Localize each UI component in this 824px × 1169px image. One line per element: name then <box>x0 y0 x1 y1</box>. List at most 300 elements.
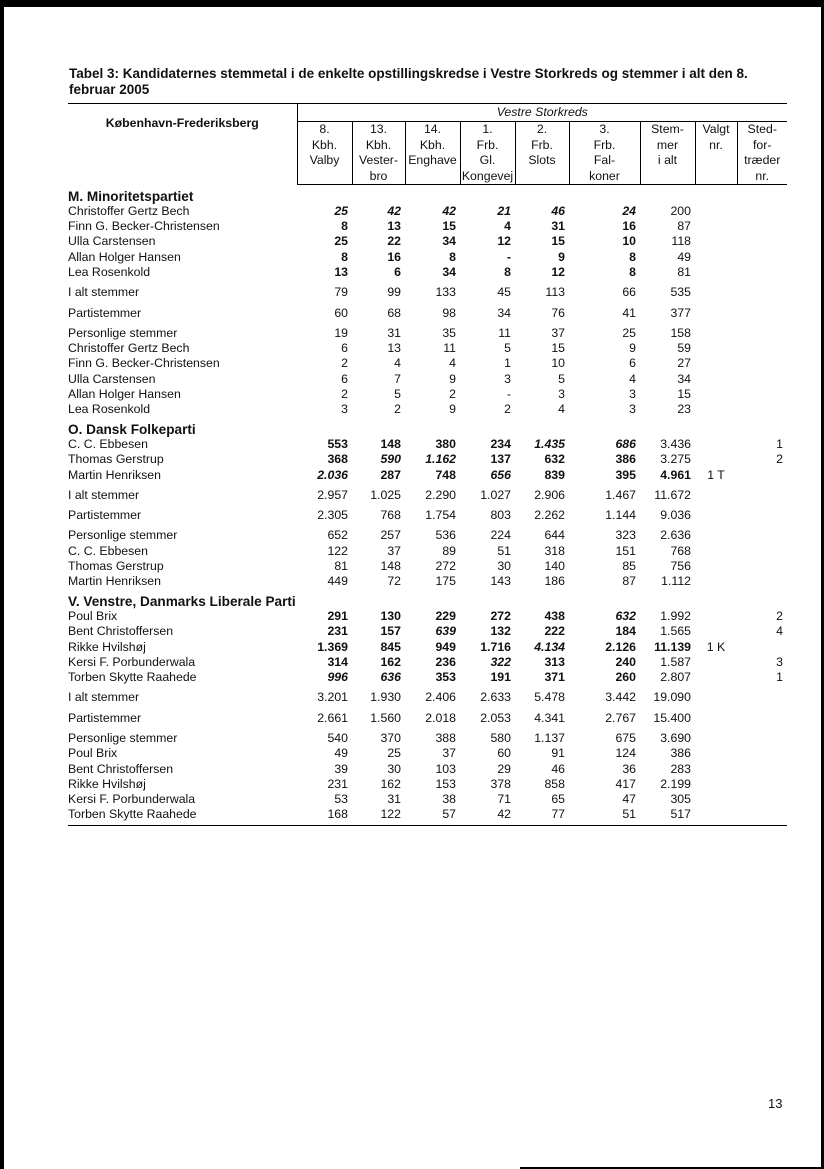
cell: 13 <box>387 219 401 234</box>
cell: 51 <box>569 807 640 825</box>
cell: 59 <box>677 341 691 356</box>
scan-border-left <box>0 0 4 1169</box>
cell <box>737 640 787 655</box>
group-header: Vestre Storkreds <box>297 104 787 122</box>
candidate-row <box>68 468 787 483</box>
cell: 49 <box>334 746 348 761</box>
cell: 2.036 <box>317 467 348 482</box>
cell: 2 <box>504 402 511 417</box>
cell: 30 <box>387 761 401 776</box>
cell: 113 <box>545 285 565 300</box>
cell <box>695 321 737 341</box>
cell: 1.027 <box>480 487 511 502</box>
cell: 19 <box>334 325 348 340</box>
cell <box>695 777 737 792</box>
cell: 124 <box>615 746 636 761</box>
candidate-row <box>68 265 787 280</box>
cell: 45 <box>497 285 511 300</box>
cell: 2 <box>341 387 348 402</box>
personal-candidate-row <box>68 792 787 807</box>
cell: 313 <box>544 654 565 669</box>
cell <box>695 483 737 503</box>
row-label: Finn G. Becker-Christensen <box>68 356 220 371</box>
cell <box>695 301 737 321</box>
total-row <box>68 280 787 300</box>
row-label: Bent Christoffersen <box>68 624 174 639</box>
cell: 4 <box>776 624 783 639</box>
cell: 260 <box>615 670 636 685</box>
cell: 168 <box>297 807 352 825</box>
row-label: Martin Henriksen <box>68 467 161 482</box>
cell: 388 <box>435 731 456 745</box>
column-header-line <box>696 153 737 169</box>
cell <box>737 265 787 280</box>
cell: 81 <box>677 264 691 279</box>
cell: 34 <box>442 234 456 249</box>
row-label: I alt stemmer <box>68 487 140 502</box>
cell: 39 <box>334 761 348 776</box>
cell: 553 <box>327 436 348 451</box>
row-label: Personlige stemmer <box>68 325 178 340</box>
cell: 11.672 <box>654 487 691 502</box>
cell <box>515 418 569 437</box>
cell: 1.930 <box>370 690 401 705</box>
cell: 370 <box>380 731 401 745</box>
cell: 158 <box>670 325 691 340</box>
cell: 4 <box>394 356 401 371</box>
cell: 21 <box>497 203 511 218</box>
cell: 2.957 <box>317 487 348 502</box>
party-heading <box>68 418 787 437</box>
row-label: Thomas Gerstrup <box>68 452 164 467</box>
cell: 15 <box>551 234 565 249</box>
cell <box>460 418 515 437</box>
column-header-line: 2. <box>536 122 548 136</box>
cell <box>737 726 787 746</box>
cell <box>460 590 515 609</box>
cell: 272 <box>490 608 511 623</box>
cell <box>695 452 737 467</box>
personal-candidate-row <box>68 387 787 402</box>
cell: 37 <box>551 325 565 340</box>
cell: 71 <box>497 792 511 807</box>
column-header <box>640 122 695 185</box>
page-number: 13 <box>768 1096 783 1111</box>
column-header-line: 3. <box>599 122 610 136</box>
cell: 368 <box>327 452 348 467</box>
cell: 4 <box>629 371 636 386</box>
cell: 34 <box>442 264 456 279</box>
row-label: Rikke Hvilshøj <box>68 639 146 654</box>
cell: 3 <box>776 654 783 669</box>
row-label: Torben Skytte Raahede <box>68 807 297 825</box>
candidate-row <box>68 250 787 265</box>
cell: 639 <box>435 624 456 639</box>
cell <box>737 372 787 387</box>
cell: 2 <box>776 452 783 467</box>
cell: 143 <box>490 574 511 589</box>
cell: 37 <box>387 543 401 558</box>
cell: 449 <box>327 574 348 589</box>
cell: 148 <box>380 436 401 451</box>
cell: 13 <box>334 264 348 279</box>
cell <box>737 590 787 609</box>
row-label: Allan Holger Hansen <box>68 387 181 402</box>
cell <box>297 590 352 609</box>
cell: 31 <box>551 219 565 234</box>
cell <box>695 726 737 746</box>
cell: 175 <box>435 574 456 589</box>
cell: 644 <box>544 528 565 543</box>
row-label: V. Venstre, Danmarks Liberale Parti <box>68 593 296 609</box>
cell: 130 <box>380 608 401 623</box>
cell: 536 <box>435 528 456 543</box>
cell: 133 <box>435 285 456 300</box>
row-label: Kersi F. Porbunderwala <box>68 654 196 669</box>
cell <box>695 341 737 356</box>
candidate-row <box>68 437 787 452</box>
cell <box>695 418 737 437</box>
cell: 87 <box>622 574 636 589</box>
column-header-line: nr. <box>755 168 770 183</box>
cell: 3.275 <box>660 452 691 467</box>
cell: 6 <box>394 264 401 279</box>
cell <box>695 503 737 523</box>
cell: 51 <box>497 543 511 558</box>
cell <box>405 418 460 437</box>
row-label: Christoffer Gertz Bech <box>68 203 190 218</box>
cell: 122 <box>327 543 348 558</box>
cell: 34 <box>497 305 511 320</box>
cell: 12 <box>497 234 511 249</box>
cell: 2.199 <box>660 776 691 791</box>
row-label: Thomas Gerstrup <box>68 559 164 574</box>
column-header-line: i alt <box>657 153 678 167</box>
cell: 12 <box>551 264 565 279</box>
cell: 5.478 <box>534 690 565 705</box>
row-label: Personlige stemmer <box>68 528 178 543</box>
row-label: M. Minoritetspartiet <box>68 188 194 204</box>
row-label: Poul Brix <box>68 608 118 623</box>
cell: 11 <box>443 341 456 356</box>
column-header-line <box>406 169 460 185</box>
cell: - <box>506 387 511 402</box>
column-header-line: koner <box>589 168 620 183</box>
cell: 748 <box>435 467 456 482</box>
cell <box>737 685 787 705</box>
cell: 46 <box>551 203 565 218</box>
column-header-line: 14. <box>423 122 442 136</box>
cell <box>737 356 787 371</box>
cell: 2 <box>341 356 348 371</box>
cell: 25 <box>622 325 636 340</box>
column-header <box>515 122 569 185</box>
cell <box>737 807 787 825</box>
cell: 79 <box>334 285 348 300</box>
cell <box>737 341 787 356</box>
row-label: Personlige stemmer <box>68 731 178 745</box>
column-header-line: bro <box>369 168 388 183</box>
cell: 6 <box>341 341 348 356</box>
candidate-row <box>68 640 787 655</box>
cell: 4.134 <box>534 639 565 654</box>
cell: 1.112 <box>661 574 691 589</box>
candidate-row <box>68 670 787 685</box>
cell: 8 <box>629 249 636 264</box>
cell: 16 <box>622 219 636 234</box>
cell: 27 <box>677 356 691 371</box>
cell <box>695 204 737 219</box>
cell: 768 <box>380 508 401 523</box>
cell <box>640 590 695 609</box>
cell <box>695 387 737 402</box>
cell <box>640 418 695 437</box>
cell: 151 <box>615 543 636 558</box>
cell: 1.467 <box>605 487 636 502</box>
cell: 540 <box>327 731 348 745</box>
cell: 25 <box>387 746 401 761</box>
cell <box>297 418 352 437</box>
row-label: C. C. Ebbesen <box>68 543 148 558</box>
cell: 240 <box>615 654 636 669</box>
cell <box>695 250 737 265</box>
cell: 15 <box>677 387 691 402</box>
cell: 35 <box>442 325 456 340</box>
cell <box>569 185 640 204</box>
cell <box>737 234 787 249</box>
row-label: Martin Henriksen <box>68 574 161 589</box>
cell: 1.716 <box>480 639 511 654</box>
cell: 386 <box>615 452 636 467</box>
column-header <box>569 122 640 185</box>
cell: 2.661 <box>317 710 348 725</box>
column-header-line: Kongevej <box>461 168 514 183</box>
cell: 291 <box>327 608 348 623</box>
cell <box>695 544 737 559</box>
cell: 53 <box>334 792 348 807</box>
cell <box>737 523 787 543</box>
row-header-label: København-Frederiksberg <box>105 116 259 130</box>
cell: 42 <box>442 203 456 218</box>
cell: 322 <box>490 654 511 669</box>
cell: 13 <box>387 341 401 356</box>
cell: 103 <box>435 761 456 776</box>
row-label: Bent Christoffersen <box>68 761 174 776</box>
cell <box>737 185 787 204</box>
column-header-line <box>641 169 695 185</box>
cell: 42 <box>387 203 401 218</box>
personal-candidate-row <box>68 746 787 761</box>
cell: 77 <box>515 807 569 825</box>
cell: 3.442 <box>605 690 636 705</box>
personal-candidate-row <box>68 807 787 825</box>
cell: 1 <box>504 356 511 371</box>
candidate-row <box>68 204 787 219</box>
cell: 3 <box>558 387 565 402</box>
column-header-line: Valby <box>309 153 340 167</box>
candidate-row <box>68 624 787 639</box>
row-label: Christoffer Gertz Bech <box>68 341 190 356</box>
cell: 9.036 <box>660 508 691 523</box>
cell: 5 <box>558 371 565 386</box>
personal-candidate-row <box>68 402 787 417</box>
cell <box>695 280 737 300</box>
cell: 9 <box>449 371 456 386</box>
cell <box>737 387 787 402</box>
cell: 8 <box>504 264 511 279</box>
cell: 3.690 <box>660 731 691 745</box>
cell: 2 <box>449 387 456 402</box>
cell: 31 <box>387 325 401 340</box>
cell: 2.018 <box>425 710 456 725</box>
cell <box>737 250 787 265</box>
cell: 438 <box>544 608 565 623</box>
column-header-line: Stem- <box>651 122 684 136</box>
cell: 675 <box>615 731 636 745</box>
cell: 1.025 <box>370 487 401 502</box>
cell: 6 <box>341 371 348 386</box>
cell: 2.636 <box>660 528 691 543</box>
cell: 257 <box>380 528 401 543</box>
cell <box>737 559 787 574</box>
cell: 4 <box>449 356 456 371</box>
cell <box>569 418 640 437</box>
cell: 5 <box>504 341 511 356</box>
column-header-line: Frb. <box>476 137 499 152</box>
cell: 417 <box>615 776 636 791</box>
party-votes-row <box>68 706 787 726</box>
candidate-row <box>68 452 787 467</box>
cell: 6 <box>629 356 636 371</box>
cell: 191 <box>490 670 511 685</box>
cell: 24 <box>622 203 636 218</box>
cell: 118 <box>671 234 691 249</box>
cell: 42 <box>460 807 515 825</box>
cell: 234 <box>490 436 511 451</box>
cell: 49 <box>677 249 691 264</box>
column-header-line: Kbh. <box>419 137 446 152</box>
cell: 37 <box>442 746 456 761</box>
cell: 353 <box>435 670 456 685</box>
table-body <box>68 185 787 826</box>
cell: 3.201 <box>317 690 348 705</box>
cell <box>737 574 787 589</box>
cell: 99 <box>387 285 401 300</box>
row-label: Finn G. Becker-Christensen <box>68 219 220 234</box>
cell <box>695 670 737 685</box>
cell <box>737 777 787 792</box>
cell <box>737 762 787 777</box>
personal-candidate-row <box>68 544 787 559</box>
cell <box>515 185 569 204</box>
cell: 85 <box>622 559 636 574</box>
cell <box>569 590 640 609</box>
column-header-line <box>298 169 352 185</box>
column-header-line: Vester- <box>359 153 398 167</box>
cell: 1 <box>776 436 783 451</box>
cell: 231 <box>327 776 348 791</box>
personal-candidate-row <box>68 356 787 371</box>
cell: 229 <box>435 608 456 623</box>
cell: 76 <box>551 305 565 320</box>
cell <box>695 234 737 249</box>
cell: 11 <box>498 325 511 340</box>
cell: 9 <box>449 402 456 417</box>
cell: 9 <box>558 249 565 264</box>
cell: 1.560 <box>370 710 401 725</box>
column-header-line: Frb. <box>593 137 616 152</box>
cell <box>737 483 787 503</box>
row-label: Rikke Hvilshøj <box>68 776 146 791</box>
cell <box>737 301 787 321</box>
cell: 98 <box>442 305 456 320</box>
personal-votes-row <box>68 321 787 341</box>
cell: 10 <box>551 356 565 371</box>
cell: 66 <box>622 285 636 300</box>
cell: 162 <box>380 776 401 791</box>
column-header-line: Frb. <box>531 137 553 152</box>
cell: 4 <box>504 219 511 234</box>
cell: 314 <box>327 654 348 669</box>
cell <box>695 762 737 777</box>
cell: 3 <box>629 402 636 417</box>
candidate-row <box>68 234 787 249</box>
column-header-line: for- <box>753 137 772 152</box>
cell: 2 <box>394 402 401 417</box>
cell: 236 <box>435 654 456 669</box>
cell: 318 <box>544 543 565 558</box>
cell: 72 <box>387 574 401 589</box>
cell <box>695 356 737 371</box>
cell: 15 <box>551 341 565 356</box>
cell: 87 <box>677 219 691 234</box>
personal-candidate-row <box>68 777 787 792</box>
personal-votes-row <box>68 726 787 746</box>
cell: 15.400 <box>653 710 691 725</box>
cell: 1.992 <box>660 608 691 623</box>
cell: 16 <box>387 249 401 264</box>
cell: 858 <box>544 776 565 791</box>
cell: 3 <box>629 387 636 402</box>
column-header-line: Enghave <box>408 153 457 167</box>
cell: 371 <box>544 670 565 685</box>
cell <box>737 746 787 761</box>
cell: 656 <box>490 467 511 482</box>
cell: 1.565 <box>660 624 691 639</box>
cell: 153 <box>435 776 456 791</box>
cell <box>737 503 787 523</box>
cell: 2.262 <box>534 508 565 523</box>
cell: 517 <box>640 807 695 825</box>
cell: 60 <box>334 305 348 320</box>
column-header-line: Slots <box>528 153 556 167</box>
cell: 305 <box>670 792 691 807</box>
cell: 756 <box>670 559 691 574</box>
cell <box>695 685 737 705</box>
cell: 36 <box>622 761 636 776</box>
cell: 377 <box>670 305 691 320</box>
column-header <box>460 122 515 185</box>
cell: 803 <box>490 508 511 523</box>
row-label: Partistemmer <box>68 305 142 320</box>
row-label: C. C. Ebbesen <box>68 436 148 451</box>
cell: 29 <box>497 761 511 776</box>
cell: 287 <box>380 467 401 482</box>
cell <box>695 655 737 670</box>
cell: 25 <box>334 203 348 218</box>
personal-candidate-row <box>68 372 787 387</box>
cell: 2.053 <box>480 710 511 725</box>
